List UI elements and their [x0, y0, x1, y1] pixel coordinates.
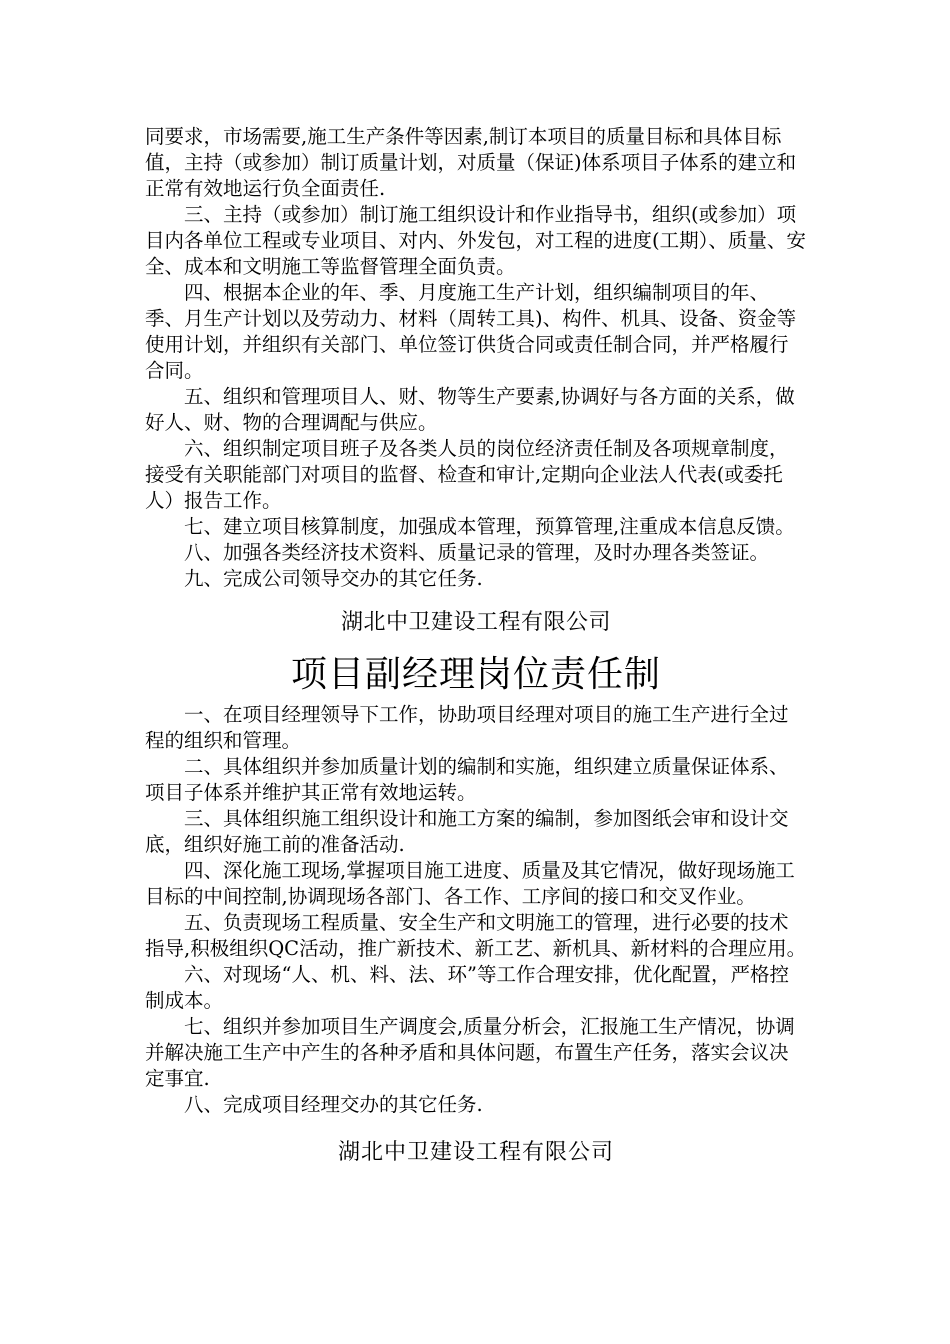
paragraph-item-9: 九、完成公司领导交办的其它任务.	[184, 567, 483, 590]
document-page	[145, 124, 807, 1168]
company-name-signature: 湖北中卫建设工程有限公司	[337, 1140, 614, 1165]
paragraph-item-2: 二、具体组织并参加质量计划的编制和实施，组织建立质量保证体系、项目子体系并维护其正常有效地运转。	[145, 755, 789, 804]
paragraph-item-4: 四、深化施工现场,掌握项目施工进度、质量及其它情况，做好现场施工目标的中间控制,协调现场各部门、各工作、工序间的接口和交叉作业。	[145, 859, 795, 908]
paragraph-item-8: 八、完成项目经理交办的其它任务.	[184, 1093, 483, 1116]
paragraph-item-8: 八、加强各类经济技术资料、质量记录的管理，及时办理各类签证。	[184, 541, 770, 564]
paragraph-item-3: 三、主持（或参加）制订施工组织设计和作业指导书，组织(或参加）项目内各单位工程或专业项目、对内、外发包，对工程的进度(工期）、质量、安全、成本和文明施工等监督管理全面负责。	[145, 203, 806, 278]
paragraph-item-6: 六、对现场“人、机、料、法、环”等工作合理安排，优化配置，严格控制成本。	[145, 963, 789, 1012]
paragraph-item-5: 五、组织和管理项目人、财、物等生产要素,协调好与各方面的关系，做好人、财、物的合理调配与供应。	[145, 385, 795, 434]
paragraph-item-5: 五、负责现场工程质量、安全生产和文明施工的管理，进行必要的技术指导,积极组织QC活动，推广新技术、新工艺、新机具、新材料的合理应用。	[145, 911, 807, 960]
paragraph-item-6: 六、组织制定项目班子及各类人员的岗位经济责任制及各项规章制度，接受有关职能部门对项目的监督、检查和审计,定期向企业法人代表(或委托人）报告工作。	[145, 437, 789, 512]
section-deputy-manager-duties	[145, 702, 807, 1118]
paragraph-item-7: 七、组织并参加项目生产调度会,质量分析会，汇报施工生产情况，协调并解决施工生产中产生的各种矛盾和具体问题，布置生产任务，落实会议决定事宜.	[145, 1015, 795, 1090]
paragraph-item-4: 四、根据本企业的年、季、月度施工生产计划，组织编制项目的年、季、月生产计划以及劳动力、材料（周转工具)、构件、机具、设备、资金等使用计划，并组织有关部门、单位签订供货合同或责任制合同，并严格履行合同。	[145, 281, 797, 382]
company-name-signature: 湖北中卫建设工程有限公司	[340, 610, 611, 635]
section-project-manager-duties	[145, 124, 807, 592]
paragraph-item-7: 七、建立项目核算制度，加强成本管理，预算管理,注重成本信息反馈。	[184, 515, 795, 538]
paragraph-item-3: 三、具体组织施工组织设计和施工方案的编制，参加图纸会审和设计交底，组织好施工前的准备活动.	[145, 807, 789, 856]
paragraph-continued: 同要求，市场需要,施工生产条件等因素,制订本项目的质量目标和具体目标值，主持（或参加）制订质量计划，对质量（保证)体系项目子体系的建立和正常有效地运行负全面责任.	[145, 125, 797, 200]
document-title: 项目副经理岗位责任制	[290, 654, 661, 695]
paragraph-item-1: 一、在项目经理领导下工作，协助项目经理对项目的施工生产进行全过程的组织和管理。	[145, 703, 789, 752]
